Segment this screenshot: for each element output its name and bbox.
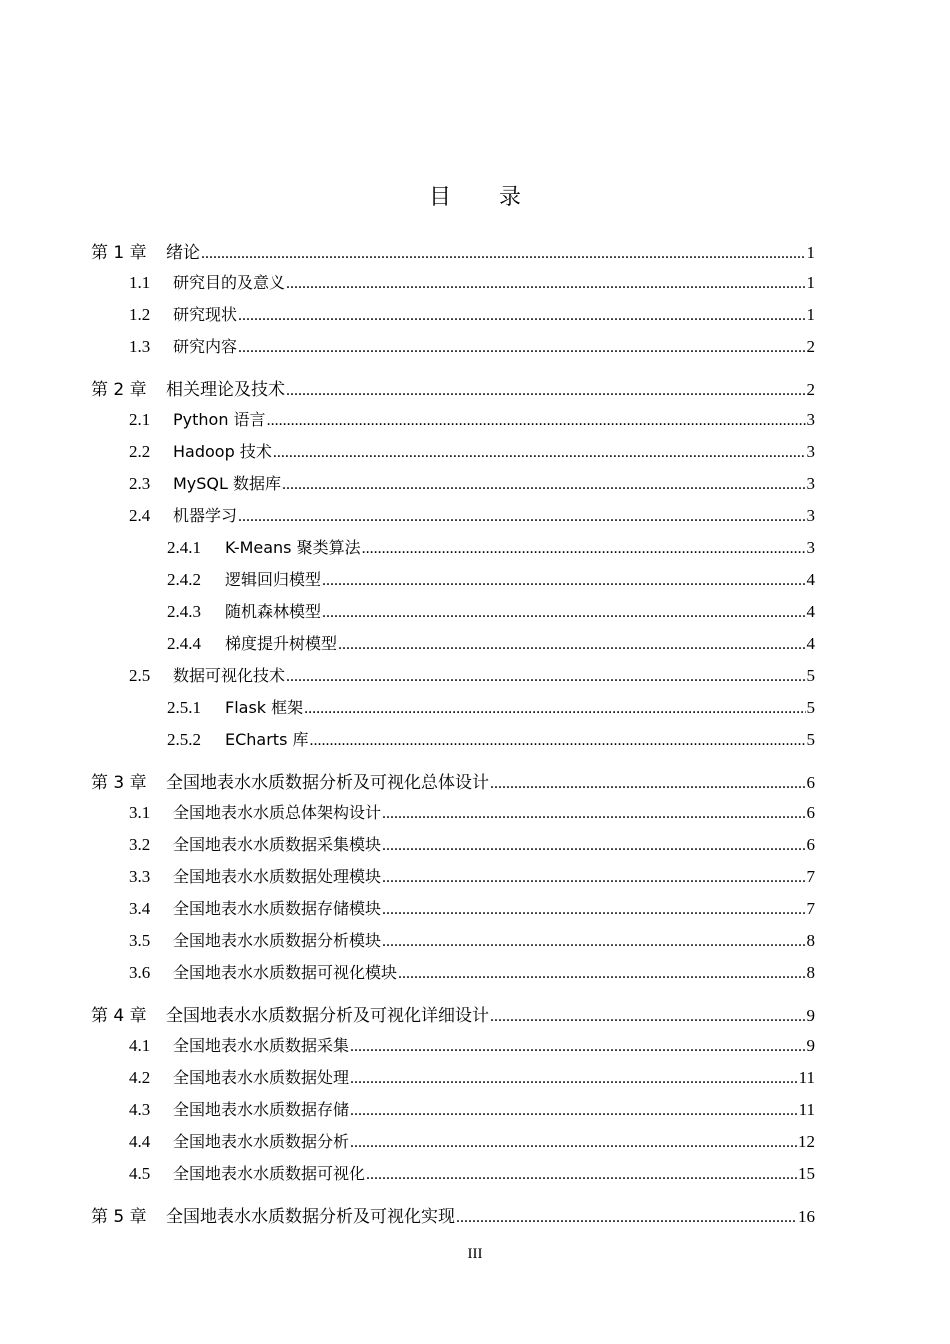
toc-entry[interactable] (129, 960, 815, 986)
toc-entry-number: 3.2 (129, 835, 151, 854)
toc-dot-leader (338, 636, 805, 654)
toc-entry-page: 8 (806, 963, 815, 982)
toc-entry-page: 15 (798, 1164, 815, 1183)
toc-entry-page: 2 (806, 337, 815, 356)
toc-entry[interactable] (91, 238, 815, 264)
toc-entry[interactable] (129, 800, 815, 826)
toc-dot-leader (286, 668, 805, 686)
toc-entry-page: 11 (798, 1068, 815, 1087)
toc-dot-leader (490, 775, 806, 793)
toc-dot-leader (286, 275, 805, 293)
toc-entry-number: 2.5 (129, 666, 151, 685)
toc-dot-leader (350, 1070, 798, 1088)
toc-entry-number: 4.5 (129, 1164, 151, 1183)
toc-entry-title: MySQL 数据库 (173, 474, 282, 493)
toc-entry-title: Hadoop 技术 (173, 442, 272, 461)
toc-entry[interactable] (167, 631, 815, 657)
toc-entry-page: 3 (806, 410, 815, 429)
toc-entry-page: 5 (806, 698, 815, 717)
toc-entry-number: 第 3 章 (91, 773, 147, 793)
toc-entry-title: Flask 框架 (225, 698, 304, 717)
toc-entry-title: 全国地表水水质数据分析及可视化实现 (166, 1207, 455, 1227)
toc-entry[interactable] (129, 1129, 815, 1155)
toc-entry-page: 4 (806, 634, 815, 653)
toc-entry-number: 4.1 (129, 1036, 151, 1055)
toc-entry[interactable] (167, 567, 815, 593)
toc-entry[interactable] (167, 695, 815, 721)
toc-entry-number: 1.3 (129, 337, 151, 356)
toc-entry-number: 2.4.4 (167, 634, 201, 653)
toc-entry-page: 4 (806, 602, 815, 621)
toc-entry-title: 全国地表水水质数据分析及可视化详细设计 (166, 1006, 489, 1026)
toc-dot-leader (304, 700, 805, 718)
toc-entry-page: 6 (806, 803, 815, 822)
toc-entry-number: 3.1 (129, 803, 151, 822)
toc-dot-leader (366, 1166, 797, 1184)
toc-entry[interactable] (129, 439, 815, 465)
toc-dot-leader (350, 1038, 805, 1056)
toc-dot-leader (382, 805, 805, 823)
toc-entry-page: 3 (806, 506, 815, 525)
toc-entry-title: 全国地表水水质数据可视化 (173, 1164, 366, 1183)
toc-entry-number: 1.2 (129, 305, 151, 324)
toc-entry-page: 1 (806, 243, 815, 262)
toc-entry-number: 3.5 (129, 931, 151, 950)
toc-entry-page: 2 (806, 380, 815, 399)
toc-entry-page: 1 (806, 273, 815, 292)
toc-entry[interactable] (129, 864, 815, 890)
toc-entry-number: 2.5.2 (167, 730, 201, 749)
toc-entry-title: 相关理论及技术 (166, 380, 285, 400)
toc-entry-page: 6 (806, 773, 815, 792)
toc-entry[interactable] (129, 1033, 815, 1059)
toc-dot-leader (350, 1102, 798, 1120)
toc-entry[interactable] (129, 407, 815, 433)
toc-entry-page: 9 (806, 1006, 815, 1025)
toc-entry-title: 全国地表水水质数据可视化模块 (173, 963, 398, 982)
toc-entry-title: 绪论 (166, 243, 200, 263)
toc-entry-title: 梯度提升树模型 (225, 634, 338, 653)
toc-entry[interactable] (129, 471, 815, 497)
toc-dot-leader (238, 508, 805, 526)
toc-entry[interactable] (129, 832, 815, 858)
toc-dot-leader (382, 837, 805, 855)
toc-entry-page: 12 (798, 1132, 815, 1151)
toc-entry-page: 7 (806, 899, 815, 918)
toc-entry-number: 1.1 (129, 273, 151, 292)
toc-entry-page: 8 (806, 931, 815, 950)
toc-entry[interactable] (129, 896, 815, 922)
toc-entry-page: 7 (806, 867, 815, 886)
toc-dot-leader (322, 604, 805, 622)
toc-entry[interactable] (91, 1202, 815, 1228)
toc-dot-leader (382, 869, 805, 887)
toc-entry-number: 2.2 (129, 442, 151, 461)
toc-entry-title: 全国地表水水质数据分析及可视化总体设计 (166, 773, 489, 793)
toc-entry-number: 2.4 (129, 506, 151, 525)
toc-dot-leader (282, 476, 805, 494)
title-char-1: 目 (428, 185, 451, 210)
toc-dot-leader (350, 1134, 797, 1152)
toc-entry-title: 全国地表水水质数据采集 (173, 1036, 350, 1055)
toc-entry[interactable] (129, 302, 815, 328)
toc-dot-leader (322, 572, 805, 590)
toc-dot-leader (456, 1209, 797, 1227)
toc-entry[interactable] (129, 270, 815, 296)
toc-entry[interactable] (129, 1097, 815, 1123)
toc-entry[interactable] (129, 663, 815, 689)
page-title (0, 180, 950, 211)
toc-dot-leader (238, 307, 805, 325)
toc-entry-page: 5 (806, 666, 815, 685)
toc-entry-title: 研究现状 (173, 305, 238, 324)
toc-entry-title: 数据可视化技术 (173, 666, 286, 685)
toc-entry-title: 机器学习 (173, 506, 238, 525)
toc-entry-page: 5 (806, 730, 815, 749)
toc-entry-number: 4.4 (129, 1132, 151, 1151)
toc-entry-number: 第 2 章 (91, 380, 147, 400)
toc-dot-leader (273, 444, 806, 462)
toc-entry[interactable] (129, 1065, 815, 1091)
toc-entry[interactable] (129, 1161, 815, 1187)
toc-entry[interactable] (129, 334, 815, 360)
toc-entry-title: 全国地表水水质数据分析 (173, 1132, 350, 1151)
toc-entry-title: 全国地表水水质数据存储模块 (173, 899, 382, 918)
toc-entry-number: 2.3 (129, 474, 151, 493)
toc-dot-leader (238, 339, 805, 357)
toc-dot-leader (267, 412, 806, 430)
toc-entry-number: 2.4.3 (167, 602, 201, 621)
toc-dot-leader (490, 1008, 806, 1026)
toc-entry[interactable] (167, 727, 815, 753)
toc-entry-page: 1 (806, 305, 815, 324)
toc-entry[interactable] (129, 928, 815, 954)
toc-entry[interactable] (167, 599, 815, 625)
page-number-footer: III (467, 1246, 483, 1262)
toc-entry-number: 第 1 章 (91, 243, 147, 263)
toc-entry-page: 3 (806, 474, 815, 493)
toc-entry[interactable] (91, 375, 815, 401)
toc-entry-title: 全国地表水水质总体架构设计 (173, 803, 382, 822)
toc-entry[interactable] (167, 535, 815, 561)
toc-entry-number: 2.4.1 (167, 538, 201, 557)
toc-entry-title: 逻辑回归模型 (225, 570, 322, 589)
toc-dot-leader (201, 245, 806, 263)
toc-entry-title: 全国地表水水质数据处理 (173, 1068, 350, 1087)
toc-entry-title: 随机森林模型 (225, 602, 322, 621)
title-char-2: 录 (499, 185, 522, 210)
toc-dot-leader (286, 382, 806, 400)
toc-entry-number: 4.3 (129, 1100, 151, 1119)
toc-entry-title: ECharts 库 (225, 730, 309, 749)
toc-entry-title: 全国地表水水质数据处理模块 (173, 867, 382, 886)
toc-entry-number: 2.5.1 (167, 698, 201, 717)
toc-entry-title: 研究内容 (173, 337, 238, 356)
toc-entry-number: 第 4 章 (91, 1006, 147, 1026)
toc-entry-page: 4 (806, 570, 815, 589)
toc-entry-page: 3 (806, 538, 815, 557)
toc-dot-leader (382, 901, 805, 919)
toc-dot-leader (398, 965, 805, 983)
toc-entry-page: 3 (806, 442, 815, 461)
toc-entry-number: 2.1 (129, 410, 151, 429)
toc-dot-leader (382, 933, 805, 951)
toc-entry-number: 2.4.2 (167, 570, 201, 589)
toc-entry-page: 6 (806, 835, 815, 854)
toc-entry-number: 3.3 (129, 867, 151, 886)
toc-entry-number: 3.4 (129, 899, 151, 918)
toc-entry[interactable] (91, 768, 815, 794)
toc-entry-number: 3.6 (129, 963, 151, 982)
toc-entry-title: 全国地表水水质数据分析模块 (173, 931, 382, 950)
toc-entry-title: Python 语言 (173, 410, 266, 429)
toc-entry[interactable] (91, 1001, 815, 1027)
toc-dot-leader (362, 540, 806, 558)
toc-entry-page: 9 (806, 1036, 815, 1055)
toc-entry-title: K-Means 聚类算法 (225, 538, 361, 557)
toc-entry-title: 全国地表水水质数据存储 (173, 1100, 350, 1119)
toc-entry-title: 全国地表水水质数据采集模块 (173, 835, 382, 854)
toc-entry-title: 研究目的及意义 (173, 273, 286, 292)
toc-entry[interactable] (129, 503, 815, 529)
toc-entry-number: 第 5 章 (91, 1207, 147, 1227)
toc-entry-page: 11 (798, 1100, 815, 1119)
toc-entry-number: 4.2 (129, 1068, 151, 1087)
toc-dot-leader (310, 732, 806, 750)
toc-entry-page: 16 (798, 1207, 815, 1226)
